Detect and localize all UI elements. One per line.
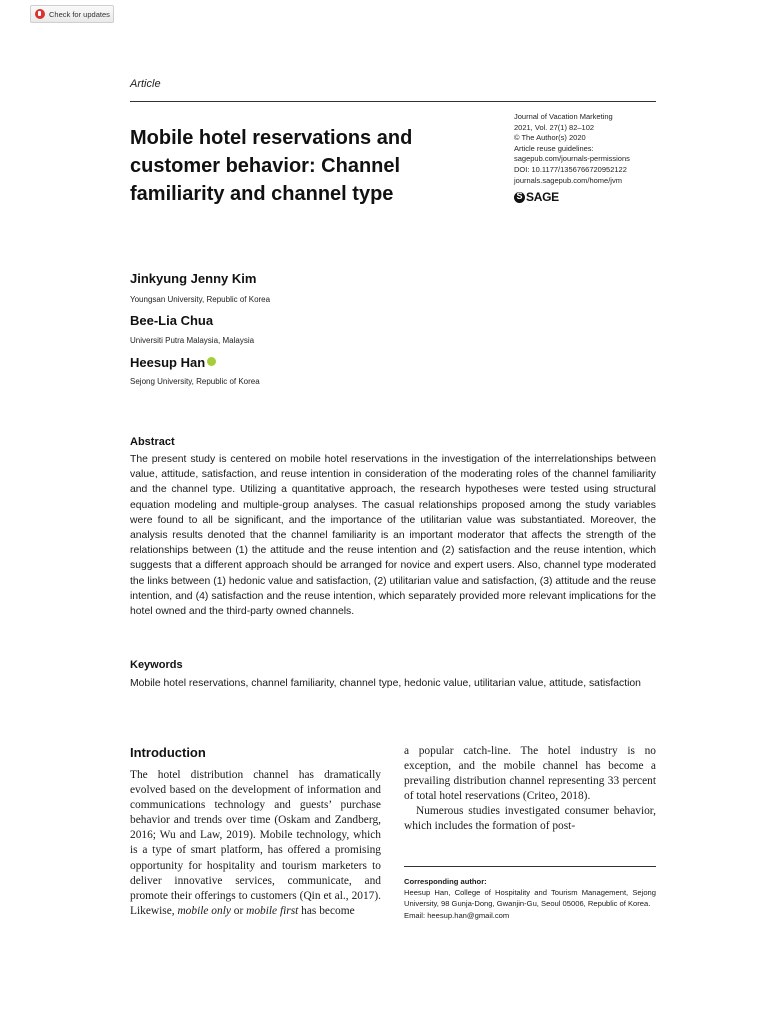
orcid-icon[interactable] <box>207 357 216 366</box>
reuse-guidelines-label: Article reuse guidelines: <box>514 143 594 153</box>
author-affiliation: Youngsan University, Republic of Korea <box>130 295 271 304</box>
introduction-right-column <box>404 744 656 835</box>
abstract-text: The present study is centered on mobile hotel reservations in the investigation of the interrelationships between value, attitude, satisfaction, and reuse intention in consideration of the moderating roles of the channel familiarity and the channel type. Utilizing a quantitative approach, the research hypotheses were tested using structural equation modeling and multiple-group analyses. The casual relationships proposed among the study variables were found to all be significant, and the importance of the utilitarian value was substantiated. Moreover, the analysis results denoted that the channel familiarity is an important moderator that affects the strength of the relationships between (1) the attitude and the reuse intention and (2) satisfaction and the reuse intention, which suggests that a different approach should be arranged for novice and expert users. Also, channel type moderated the links between (1) hedonic value and satisfaction, (2) utilitarian value and satisfaction, (3) attitude and the reuse intention, and (4) satisfaction and the reuse intention, which separately provided more relevant implications for the hotel owned and the third-party owned channels. <box>130 454 656 618</box>
article-type-label: Article <box>130 78 161 90</box>
header-divider <box>130 101 656 102</box>
doi[interactable]: DOI: 10.1177/1356766720952122 <box>514 164 627 174</box>
publisher-name: SAGE <box>526 190 559 204</box>
author-name: Bee-Lia Chua <box>130 313 214 328</box>
journal-info <box>514 112 664 186</box>
copyright: © The Author(s) 2020 <box>514 133 586 143</box>
journal-name: Journal of Vacation Marketing <box>514 112 613 121</box>
keywords-heading: Keywords <box>130 659 183 671</box>
corresponding-author-address: Heesup Han, College of Hospitality and Tourism Management, Sejong University, 98 Gunja-Dong, Gwanjin-Gu, Seoul 05006, Republic of Korea. <box>404 888 656 909</box>
journal-home-link[interactable]: journals.sagepub.com/home/jvm <box>514 175 622 185</box>
author-affiliation: Universiti Putra Malaysia, Malaysia <box>130 336 255 345</box>
intro-paragraph: Numerous studies investigated consumer behavior, which includes the formation of post- <box>404 805 656 833</box>
intro-text: or <box>230 904 247 917</box>
author-name: Heesup Han <box>130 355 206 370</box>
paper-title: Mobile hotel reservations and customer behavior: Channel familiarity and channel type <box>130 127 413 205</box>
keywords-text: Mobile hotel reservations, channel familiarity, channel type, hedonic value, utilitarian value, attitude, satisfaction <box>130 678 641 689</box>
intro-text: The hotel distribution channel has dramatically evolved based on the development of information and communications technology and guests’ purchase behavior and trends over time (Oskam and Zandberg, 2016; Wu and Law, 2019). Mobile technology, which is a type of smart platform, has offered a promising opportunity for hospitality and tourism marketers to deliver innovative services, communicate, and promote their offerings to customers (Qin et al., 2017). Likewise, <box>130 769 381 917</box>
corresponding-author-email[interactable]: Email: heesup.han@gmail.com <box>404 910 510 920</box>
journal-volume: 2021, Vol. 27(1) 82–102 <box>514 122 595 132</box>
abstract-heading: Abstract <box>130 436 175 448</box>
intro-paragraph: a popular catch-line. The hotel industry is no exception, and the mobile channel has become a prevailing distribution channel representing 33 percent of total hotel reservations (Criteo, 2018). <box>404 745 656 803</box>
permissions-link[interactable]: sagepub.com/journals-permissions <box>514 154 630 164</box>
sage-logo-icon <box>514 192 525 203</box>
check-for-updates-button[interactable] <box>30 5 114 23</box>
corresponding-author-note <box>404 876 656 921</box>
footnote-divider <box>404 866 656 867</box>
bookmark-icon <box>35 9 45 19</box>
corresponding-author-label: Corresponding author: <box>404 877 487 886</box>
author-affiliation: Sejong University, Republic of Korea <box>130 377 260 386</box>
introduction-heading: Introduction <box>130 745 206 760</box>
intro-emphasis: mobile only <box>177 904 231 917</box>
check-for-updates-label: Check for updates <box>49 9 110 19</box>
intro-emphasis: mobile first <box>246 904 299 917</box>
author-name-container <box>130 355 216 370</box>
intro-text: has become <box>298 904 355 917</box>
introduction-left-column <box>130 768 381 919</box>
author-name: Jinkyung Jenny Kim <box>130 271 257 286</box>
publisher-logo <box>514 190 559 204</box>
